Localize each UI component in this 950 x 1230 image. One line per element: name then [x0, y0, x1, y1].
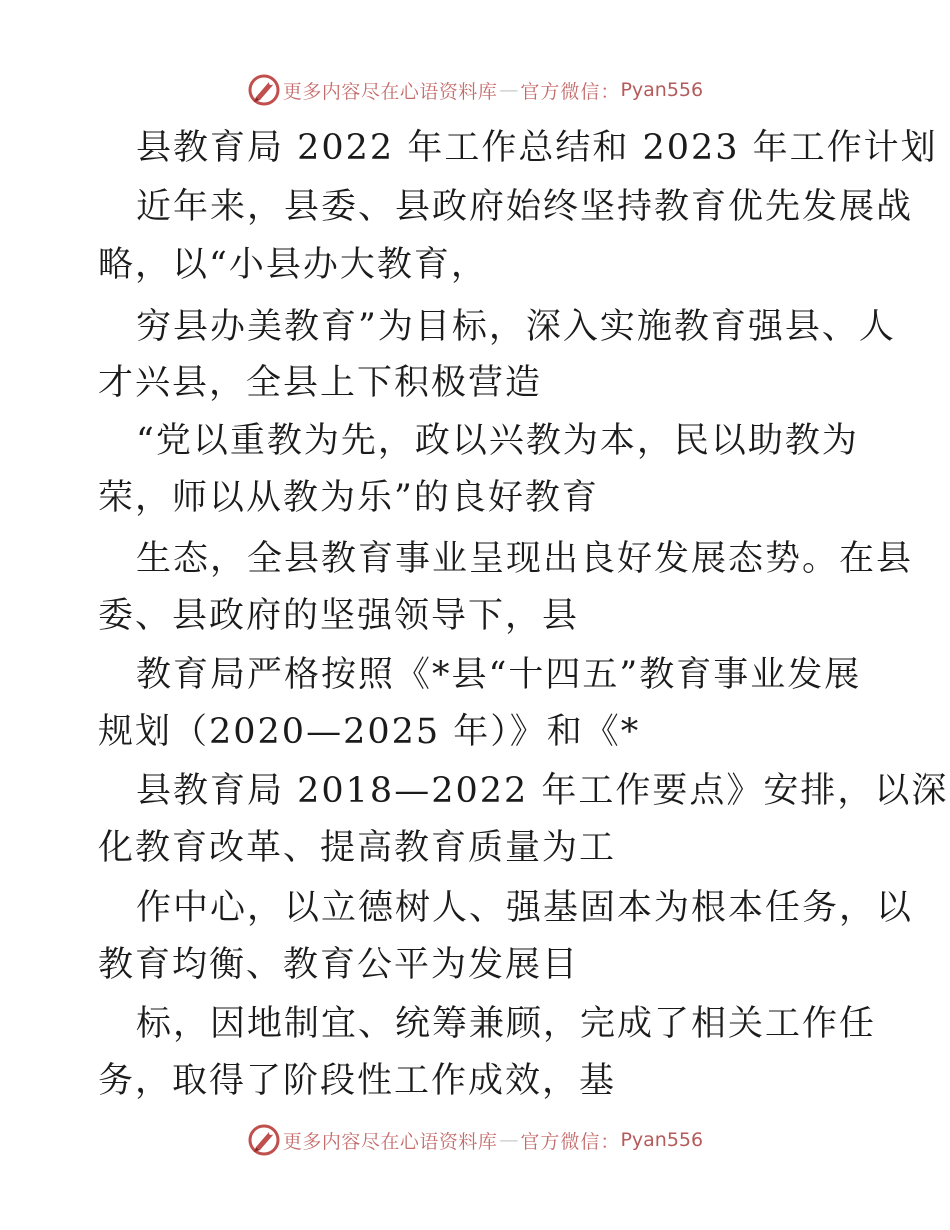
footer-banner — [0, 1120, 950, 1160]
paragraph-line: 近年来，县委、县政府始终坚持教育优先发展战 — [136, 187, 914, 227]
paragraph-line: 化教育改革、提高教育质量为工 — [98, 828, 617, 868]
paragraph-line: 才兴县，全县上下积极营造 — [98, 363, 543, 403]
paragraph-line: “党以重教为先，政以兴教为本，民以助教为 — [136, 421, 859, 461]
banner-brand-text: 更多内容尽在心语资料库 — [282, 80, 498, 103]
paragraph-line: 县教育局 2018—2022 年工作要点》安排，以深 — [136, 771, 949, 811]
paragraph-line: 荣，师以从教为乐”的良好教育 — [98, 478, 599, 518]
document-title: 县教育局 2022 年工作总结和 2023 年工作计划 — [136, 128, 938, 168]
header-banner — [0, 70, 950, 110]
paragraph-line: 教育局严格按照《*县“十四五”教育事业发展 — [136, 655, 862, 695]
banner-official-label: 官方微信： — [520, 80, 621, 103]
paragraph-line: 委、县政府的坚强领导下，县 — [98, 596, 580, 636]
paragraph-line: 规划（2020—2025 年）》和《* — [98, 712, 641, 752]
banner-separator: — — [499, 1129, 519, 1151]
banner-wechat-id: Pyan556 — [620, 1129, 704, 1151]
paragraph-line: 穷县办美教育”为目标，深入实施教育强县、人 — [136, 307, 896, 347]
banner-official-label: 官方微信： — [520, 1130, 621, 1153]
pen-logo-icon — [247, 1123, 281, 1157]
paragraph-line: 务，取得了阶段性工作成效，基 — [98, 1061, 617, 1101]
pen-logo-icon — [247, 73, 281, 107]
paragraph-line: 作中心，以立德树人、强基固本为根本任务，以 — [136, 888, 914, 928]
paragraph-line: 略，以“小县办大教育， — [98, 245, 488, 285]
paragraph-line: 教育均衡、教育公平为发展目 — [98, 945, 580, 985]
paragraph-line: 标，因地制宜、统筹兼顾，完成了相关工作任 — [136, 1004, 877, 1044]
banner-brand-text: 更多内容尽在心语资料库 — [282, 1130, 498, 1153]
paragraph-line: 生态，全县教育事业呈现出良好发展态势。在县 — [136, 539, 914, 579]
banner-wechat-id: Pyan556 — [620, 79, 704, 101]
banner-separator: — — [499, 79, 519, 101]
